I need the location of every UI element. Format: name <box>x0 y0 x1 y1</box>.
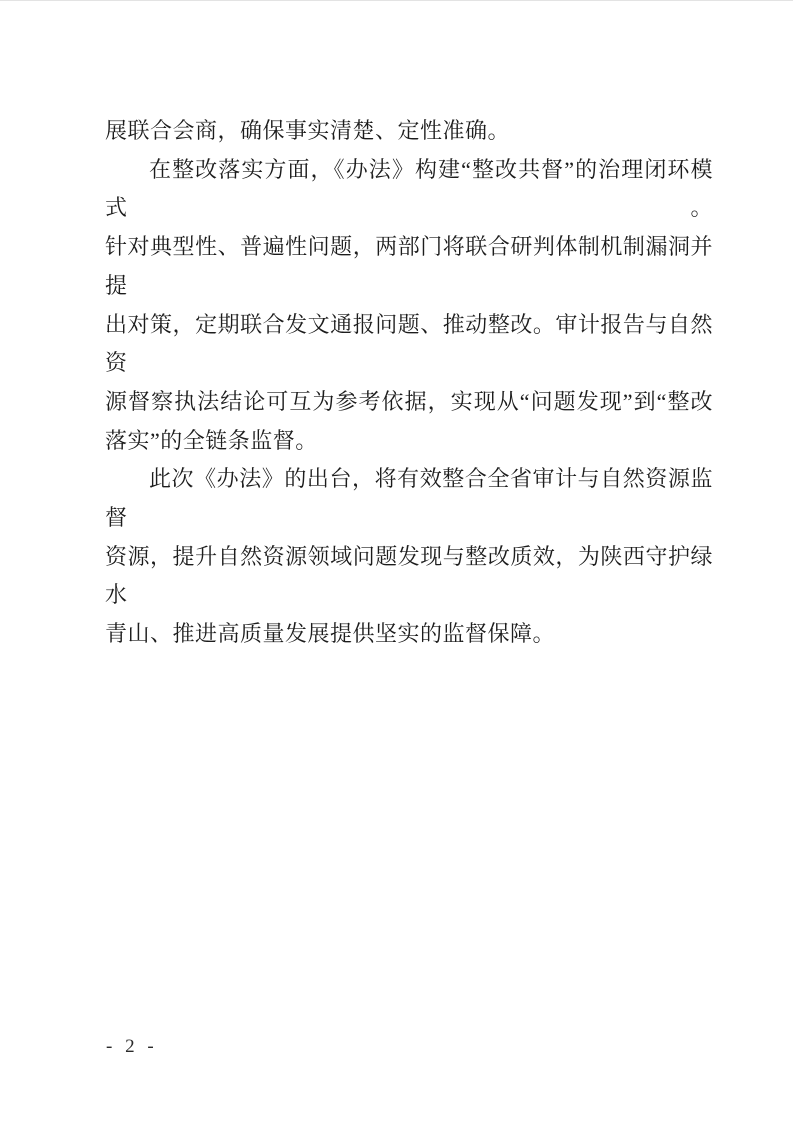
document-body <box>105 112 713 654</box>
paragraph-line: 展联合会商，确保事实清楚、定性准确。 <box>105 118 511 143</box>
paragraph-line: 青山、推进高质量发展提供坚实的监督保障。 <box>105 621 556 647</box>
page-top-edge <box>0 0 793 1</box>
paragraph-line: 源督察执法结论可互为参考依据，实现从“问题发现”到“整改 <box>105 388 713 414</box>
paragraph-line: 在整改落实方面，《办法》构建“整改共督”的治理闭环模式。 <box>105 156 713 221</box>
paragraph-line: 资源，提升自然资源领域问题发现与整改质效，为陕西守护绿水 <box>105 543 713 608</box>
paragraph-line: 出对策，定期联合发文通报问题、推动整改。审计报告与自然资 <box>105 311 713 376</box>
paragraph-line: 针对典型性、普遍性问题，两部门将联合研判体制机制漏洞并提 <box>105 234 713 298</box>
paragraph-line: 落实”的全链条监督。 <box>105 427 318 453</box>
paragraph-line: 此次《办法》的出台，将有效整合全省审计与自然资源监督 <box>105 466 713 531</box>
page-number: - 2 - <box>106 1036 158 1057</box>
